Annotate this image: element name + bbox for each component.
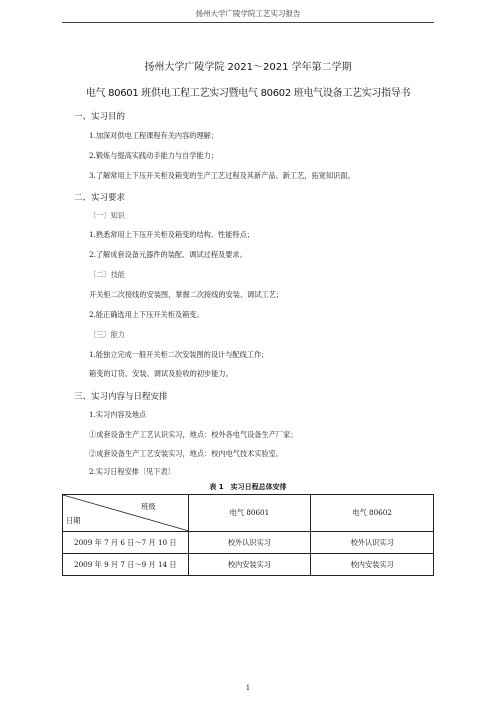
ability-item: 1.能独立完成一般开关柜二次安装图的设计与配线工作； bbox=[89, 350, 269, 359]
purpose-item: 1.加深对供电工程课程有关内容的理解； bbox=[89, 131, 219, 140]
schedule-item: ②成套设备生产工艺安装实习，地点：校内电气技术实验室。 bbox=[89, 449, 284, 458]
purpose-item: 3.了解常用上下压开关柜及箱变的生产工艺过程及其新产品、新工艺，拓宽知识面。 bbox=[89, 171, 355, 180]
table-cell: 校内安装实习 bbox=[311, 554, 434, 576]
document-subtitle: 电气 80601 班供电工程工艺实习暨电气 80602 班电气设备工艺实习指导书 bbox=[85, 88, 411, 99]
table-cell-date: 2009 年 7 月 6 日～7 月 10 日 bbox=[63, 532, 189, 554]
header-rule bbox=[62, 22, 434, 23]
subsection-ability: 〔三〕能力 bbox=[89, 330, 125, 339]
section-heading-requirements: 二、实习要求 bbox=[74, 193, 126, 203]
table-cell: 校外认识实习 bbox=[311, 532, 434, 554]
table-row bbox=[63, 532, 434, 554]
skills-item: 2.能正确选用上下压开关柜及箱变。 bbox=[89, 310, 204, 319]
ability-item: 箱变的订货、安装、调试及验收的初步能力。 bbox=[89, 369, 233, 378]
purpose-item: 2.锻炼与提高实践动手能力与自学能力； bbox=[89, 151, 219, 160]
table-cell-date: 2009 年 9 月 7 日～9 月 14 日 bbox=[63, 554, 189, 576]
corner-label-date: 日期 bbox=[66, 516, 81, 525]
knowledge-item: 2.了解成套设备元器件的装配、调试过程及要求。 bbox=[89, 250, 247, 259]
skills-item: 开关柜二次接线的安装图，掌握二次接线的安装、调试工艺； bbox=[89, 290, 284, 299]
table-header-row bbox=[63, 495, 434, 532]
page-number: 1 bbox=[245, 684, 251, 692]
column-header: 电气 80602 bbox=[311, 495, 434, 532]
table-corner-cell bbox=[63, 495, 189, 532]
schedule-item: ①成套设备生产工艺认识实习，地点：校外各电气设备生产厂家； bbox=[89, 430, 298, 439]
table-row bbox=[63, 554, 434, 576]
table-cell: 校内安装实习 bbox=[188, 554, 311, 576]
column-header: 电气 80601 bbox=[188, 495, 311, 532]
subsection-skills: 〔二〕技能 bbox=[89, 270, 125, 279]
knowledge-item: 1.熟悉常用上下压开关柜及箱变的结构、性能特点； bbox=[89, 230, 254, 239]
schedule-table bbox=[62, 494, 434, 576]
table-cell: 校外认识实习 bbox=[188, 532, 311, 554]
table-caption: 表 1 实习日程总体安排 bbox=[209, 483, 287, 491]
document-title: 扬州大学广陵学院 2021～2021 学年第二学期 bbox=[144, 62, 352, 73]
corner-label-class: 班级 bbox=[141, 502, 156, 511]
running-header: 扬州大学广陵学院工艺实习报告 bbox=[195, 9, 301, 18]
section-heading-purpose: 一、实习目的 bbox=[74, 112, 126, 122]
diagonal-divider bbox=[63, 495, 189, 531]
section-heading-schedule: 三、实习内容与日程安排 bbox=[74, 392, 168, 402]
schedule-item: 2.实习日程安排〔见下表〕 bbox=[89, 467, 175, 476]
subsection-knowledge: 〔一〕知识 bbox=[89, 211, 125, 220]
schedule-item: 1.实习内容及地点 bbox=[89, 410, 147, 419]
